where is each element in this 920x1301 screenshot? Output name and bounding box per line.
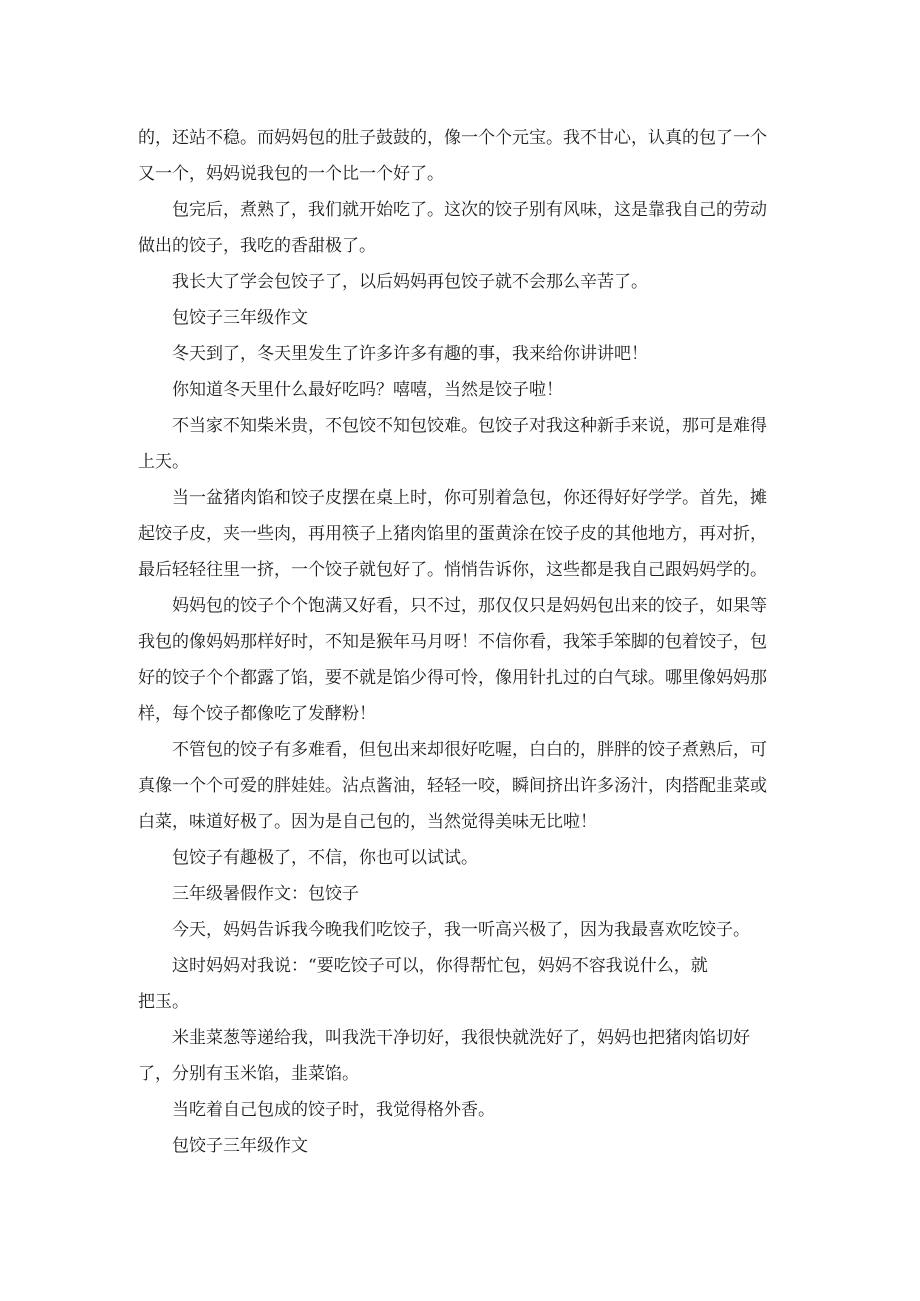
- text-line: 今天，妈妈告诉我今晚我们吃饺子，我一听高兴极了，因为我最喜欢吃饺子。: [172, 920, 750, 940]
- text-line: 冬天到了，冬天里发生了许多许多有趣的事，我来给你讲讲吧！: [172, 344, 648, 364]
- paragraph: [138, 588, 778, 732]
- text-line: 上天。: [138, 452, 189, 472]
- document-body: [138, 120, 778, 1164]
- text-line: 这时妈妈对我说：“要吃饺子可以，你得帮忙包，妈妈不容我说什么，就: [172, 956, 708, 976]
- text-line: 我包的像妈妈那样好时，不知是猴年马月呀！不信你看，我笨手笨脚的包着饺子，包: [138, 632, 767, 652]
- paragraph: [138, 1092, 778, 1128]
- paragraph: [138, 1020, 778, 1092]
- text-line: 好的饺子个个都露了馅，要不就是馅少得可怜，像用针扎过的白气球。哪里像妈妈那: [138, 668, 767, 688]
- text-line: 包完后，煮熟了，我们就开始吃了。这次的饺子别有风味，这是靠我自己的劳动: [172, 200, 767, 220]
- text-line: 你知道冬天里什么最好吃吗？嘻嘻，当然是饺子啦！: [172, 380, 563, 400]
- text-line: 起饺子皮，夹一些肉，再用筷子上猪肉馅里的蛋黄涂在饺子皮的其他地方，再对折，: [138, 524, 767, 544]
- text-line: 包饺子有趣极了，不信，你也可以试试。: [172, 848, 478, 868]
- text-line: 又一个，妈妈说我包的一个比一个好了。: [138, 164, 444, 184]
- paragraph: [138, 336, 778, 372]
- paragraph: [138, 948, 778, 1020]
- text-line: 样，每个饺子都像吃了发酵粉！: [138, 704, 376, 724]
- paragraph: [138, 1128, 778, 1164]
- text-line: 包饺子三年级作文: [172, 1136, 308, 1156]
- text-line: 包饺子三年级作文: [172, 308, 308, 328]
- text-line: 把玉。: [138, 992, 189, 1012]
- text-line: 了，分别有玉米馅，韭菜馅。: [138, 1064, 359, 1084]
- paragraph: [138, 732, 778, 840]
- text-line: 三年级暑假作文：包饺子: [172, 884, 359, 904]
- paragraph: [138, 408, 778, 480]
- paragraph: [138, 192, 778, 264]
- text-line: 我长大了学会包饺子了，以后妈妈再包饺子就不会那么辛苦了。: [172, 272, 648, 292]
- paragraph: [138, 264, 778, 300]
- text-line: 当一盆猪肉馅和饺子皮摆在桌上时，你可别着急包，你还得好好学学。首先，摊: [172, 488, 767, 508]
- paragraph: [138, 372, 778, 408]
- text-line: 不管包的饺子有多难看，但包出来却很好吃喔，白白的，胖胖的饺子煮熟后，可: [172, 740, 767, 760]
- text-line: 当吃着自己包成的饺子时，我觉得格外香。: [172, 1100, 495, 1120]
- text-line: 的，还站不稳。而妈妈包的肚子鼓鼓的，像一个个元宝。我不甘心，认真的包了一个: [138, 128, 767, 148]
- paragraph: [138, 300, 778, 336]
- paragraph: [138, 840, 778, 876]
- text-line: 真像一个个可爱的胖娃娃。沾点酱油，轻轻一咬，瞬间挤出许多汤汁，肉搭配韭菜或: [138, 776, 767, 796]
- text-line: 不当家不知柴米贵，不包饺不知包饺难。包饺子对我这种新手来说，那可是难得: [172, 416, 767, 436]
- paragraph: [138, 912, 778, 948]
- text-line: 妈妈包的饺子个个饱满又好看，只不过，那仅仅只是妈妈包出来的饺子，如果等: [172, 596, 767, 616]
- text-line: 做出的饺子，我吃的香甜极了。: [138, 236, 376, 256]
- paragraph: [138, 120, 778, 192]
- paragraph: [138, 876, 778, 912]
- paragraph: [138, 480, 778, 588]
- text-line: 米韭菜葱等递给我，叫我洗干净切好，我很快就洗好了，妈妈也把猪肉馅切好: [172, 1028, 750, 1048]
- text-line: 最后轻轻往里一挤，一个饺子就包好了。悄悄告诉你，这些都是我自己跟妈妈学的。: [138, 560, 767, 580]
- text-line: 白菜，味道好极了。因为是自己包的，当然觉得美味无比啦！: [138, 812, 597, 832]
